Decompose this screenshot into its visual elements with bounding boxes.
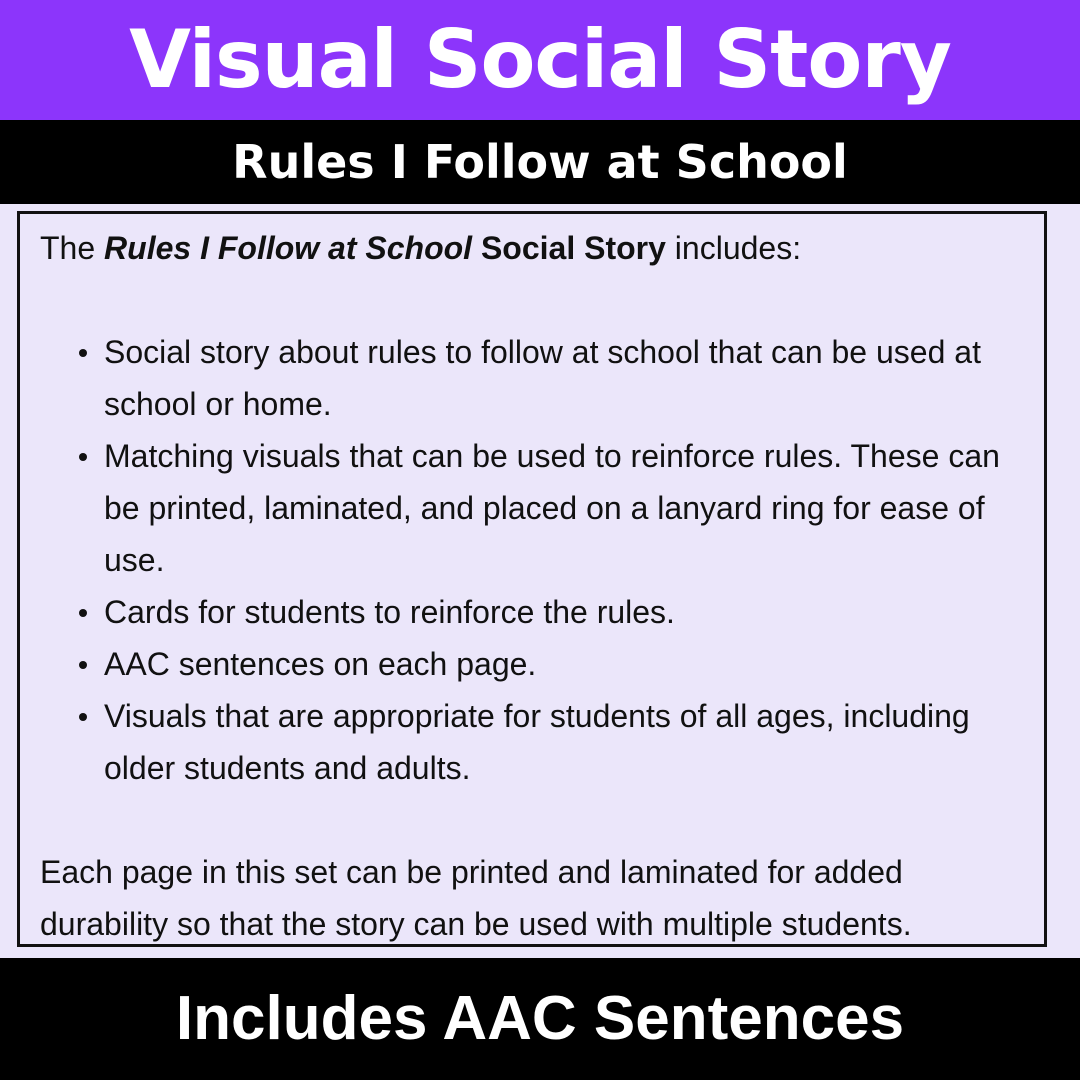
feature-item: Cards for students to reinforce the rules. <box>104 586 1034 638</box>
description-box <box>17 211 1047 947</box>
outro-paragraph: Each page in this set can be printed and laminated for added durability so that the story can be used with multiple students. <box>40 854 912 942</box>
intro-lead: The <box>40 230 96 266</box>
footer-banner-text: Includes AAC Sentences <box>175 984 905 1053</box>
page-subtitle: Rules I Follow at School <box>232 135 848 189</box>
intro-tail: includes: <box>674 230 802 266</box>
intro-sentence <box>40 222 1034 274</box>
feature-item: Visuals that are appropriate for students of all ages, including older students and adults. <box>104 690 1034 794</box>
feature-item: Social story about rules to follow at school that can be used at school or home. <box>104 326 1034 430</box>
feature-item: AAC sentences on each page. <box>104 638 1034 690</box>
subtitle-banner <box>0 120 1080 204</box>
intro-story-label: Social Story <box>480 230 666 266</box>
footer-banner <box>0 958 1080 1080</box>
page-title: Visual Social Story <box>129 13 951 106</box>
description-text <box>40 222 1034 950</box>
feature-list <box>40 326 1034 794</box>
intro-story-title: Rules I Follow at School <box>104 230 473 266</box>
title-banner <box>0 0 1080 120</box>
feature-item: Matching visuals that can be used to reinforce rules. These can be printed, laminated, and placed on a lanyard ring for ease of use. <box>104 430 1034 586</box>
